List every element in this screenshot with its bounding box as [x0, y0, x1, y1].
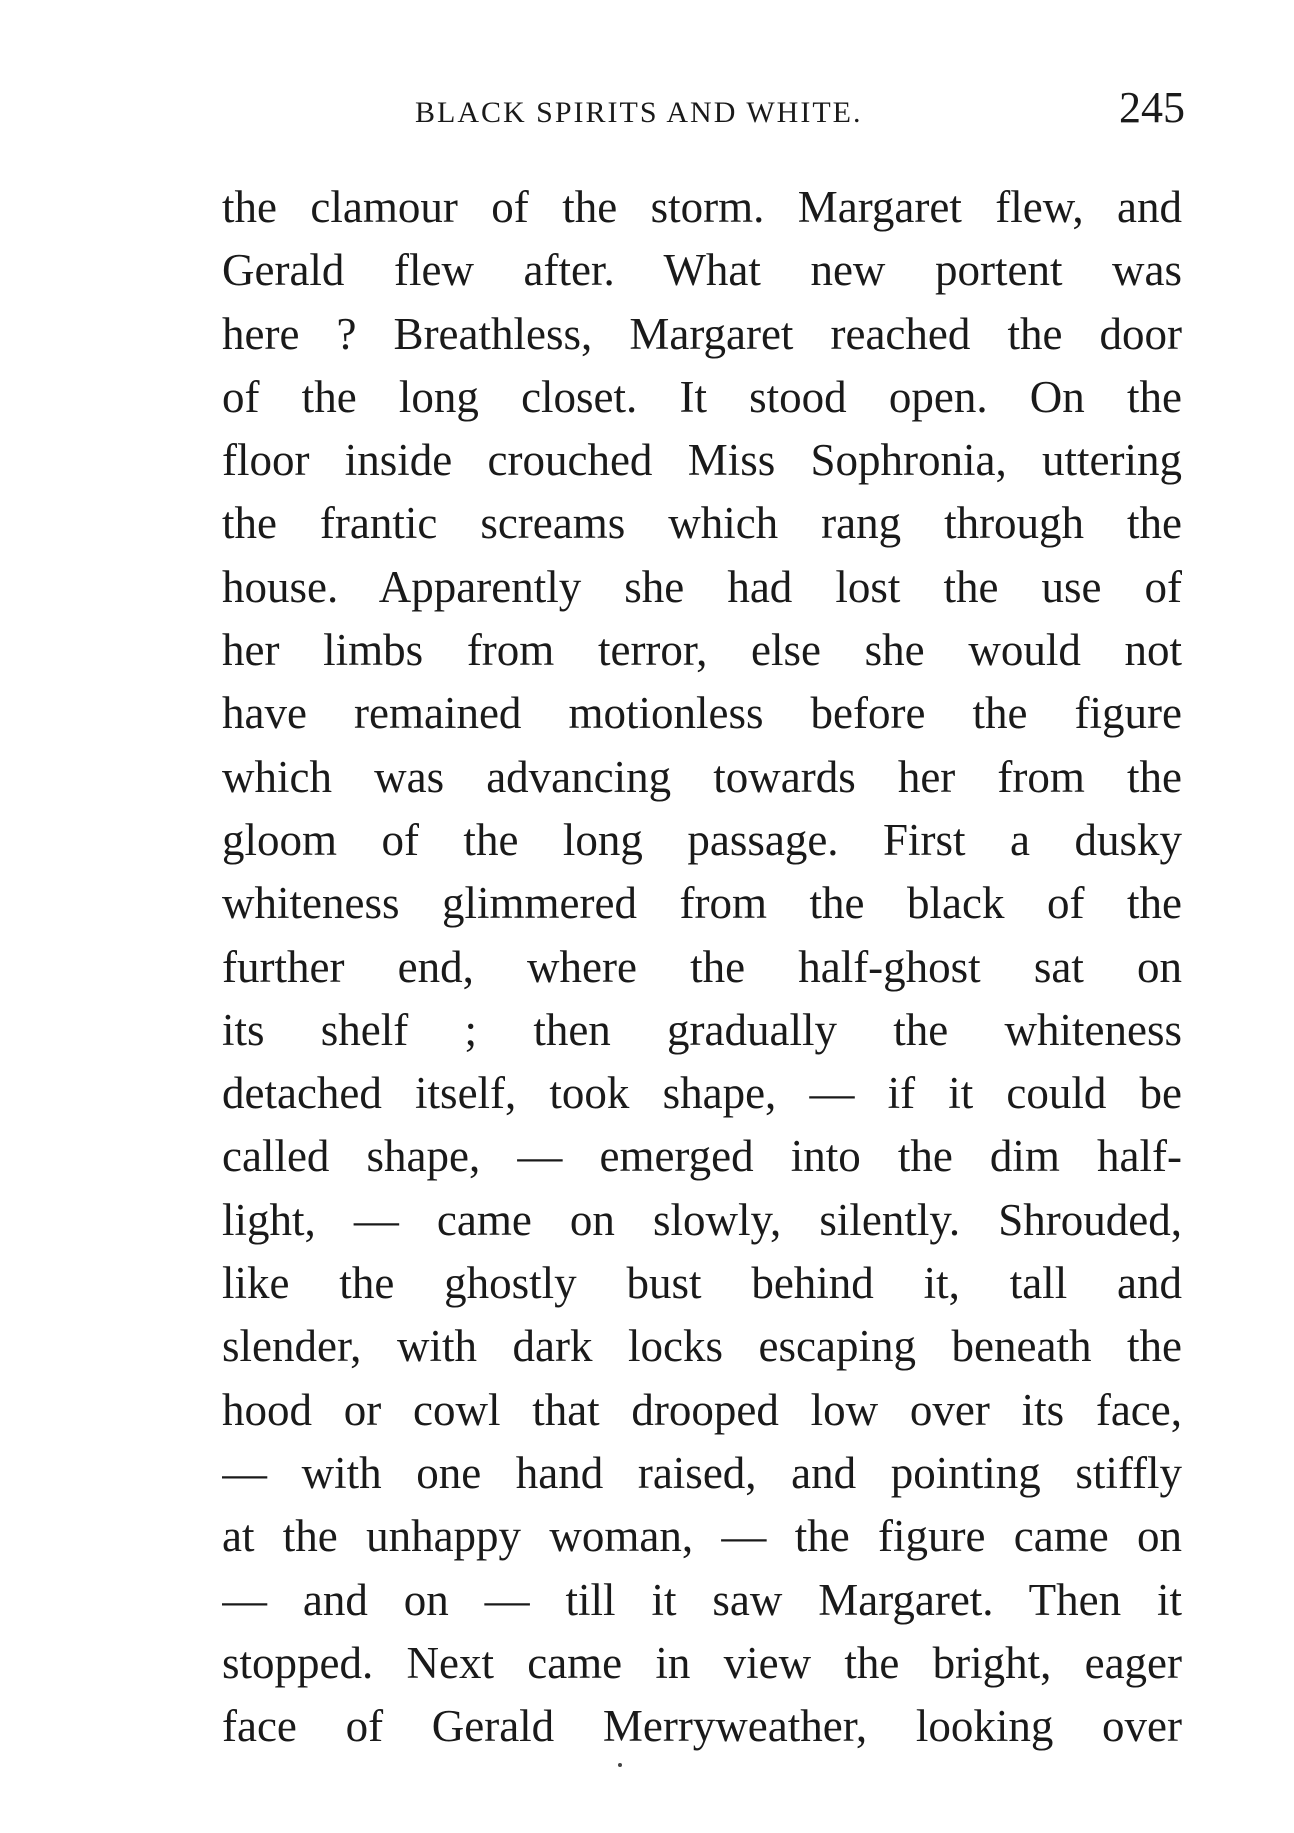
text-line: of the long closet. It stood open. On the	[222, 371, 1182, 422]
text-line: which was advancing towards her from the	[222, 751, 1182, 802]
text-line: detached itself, took shape, — if it could be	[222, 1068, 1182, 1119]
text-line: like the ghostly bust behind it, tall and	[222, 1258, 1182, 1309]
running-title: BLACK SPIRITS AND WHITE.	[415, 96, 863, 129]
text-line: the frantic screams which rang through the	[222, 498, 1182, 549]
text-line: stopped. Next came in view the bright, eager	[222, 1637, 1182, 1688]
page-number: 245	[1119, 83, 1185, 132]
text-line: — and on — till it saw Margaret. Then it	[222, 1574, 1182, 1625]
text-line: light, — came on slowly, silently. Shrouded,	[222, 1194, 1182, 1245]
text-line: further end, where the half-ghost sat on	[222, 941, 1182, 992]
ink-speck	[618, 1763, 622, 1767]
text-line: the clamour of the storm. Margaret flew, and	[222, 182, 1182, 232]
text-line: at the unhappy woman, — the figure came on	[222, 1511, 1182, 1562]
text-line: here ? Breathless, Margaret reached the door	[222, 308, 1182, 359]
text-line: Gerald flew after. What new portent was	[222, 245, 1182, 296]
text-line: her limbs from terror, else she would not	[222, 625, 1182, 676]
text-line: — with one hand raised, and pointing stiffly	[222, 1447, 1182, 1498]
body-text	[222, 176, 1182, 1758]
text-line: gloom of the long passage. First a dusky	[222, 814, 1182, 865]
text-line: its shelf ; then gradually the whiteness	[222, 1004, 1182, 1055]
text-line: slender, with dark locks escaping beneath the	[222, 1321, 1182, 1372]
text-line: whiteness glimmered from the black of the	[222, 878, 1182, 929]
text-line: called shape, — emerged into the dim half-	[222, 1131, 1182, 1182]
text-line: have remained motionless before the figure	[222, 688, 1182, 739]
text-line: house. Apparently she had lost the use of	[222, 561, 1182, 612]
text-line: floor inside crouched Miss Sophronia, uttering	[222, 435, 1182, 486]
running-head	[225, 82, 1185, 142]
text-line: face of Gerald Merryweather, looking over	[222, 1701, 1182, 1752]
text-line: hood or cowl that drooped low over its face,	[222, 1384, 1182, 1435]
